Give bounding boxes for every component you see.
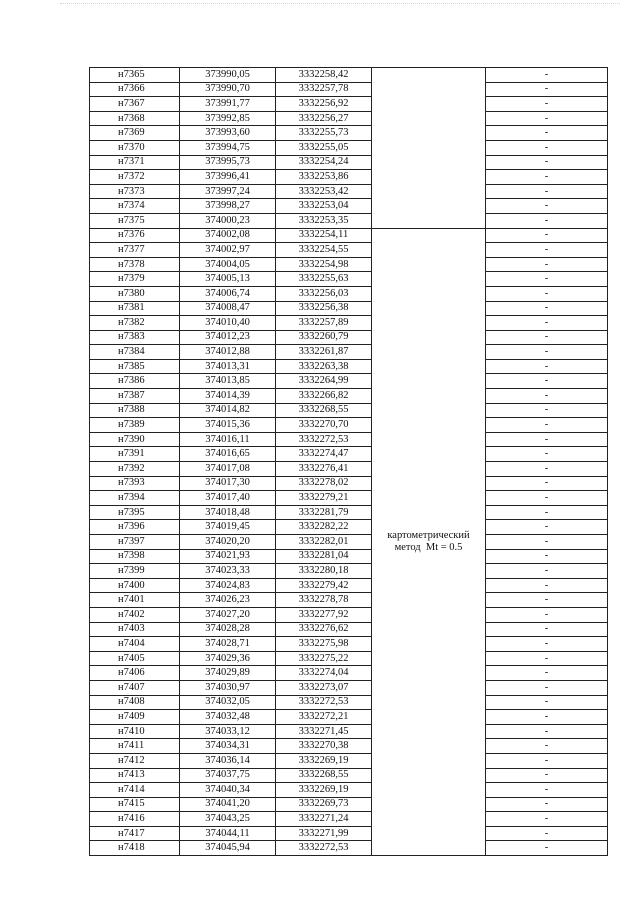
- y-coordinate-cell: 3332257,89: [276, 316, 372, 331]
- y-coordinate-cell: 3332281,04: [276, 549, 372, 564]
- accuracy-cell: -: [486, 389, 608, 404]
- accuracy-cell: -: [486, 316, 608, 331]
- x-coordinate-cell: 374023,33: [180, 564, 276, 579]
- x-coordinate-cell: 374024,83: [180, 578, 276, 593]
- y-coordinate-cell: 3332256,27: [276, 111, 372, 126]
- point-id-cell: н7396: [90, 520, 180, 535]
- point-id-cell: н7393: [90, 476, 180, 491]
- point-id-cell: н7369: [90, 126, 180, 141]
- table-row: [90, 710, 608, 725]
- accuracy-cell: -: [486, 359, 608, 374]
- x-coordinate-cell: 374002,97: [180, 243, 276, 258]
- accuracy-cell: -: [486, 126, 608, 141]
- point-id-cell: н7381: [90, 301, 180, 316]
- x-coordinate-cell: 374036,14: [180, 753, 276, 768]
- point-id-cell: н7384: [90, 345, 180, 360]
- x-coordinate-cell: 374026,23: [180, 593, 276, 608]
- table-row: [90, 418, 608, 433]
- accuracy-cell: -: [486, 213, 608, 228]
- table-row: [90, 432, 608, 447]
- accuracy-cell: -: [486, 155, 608, 170]
- y-coordinate-cell: 3332276,62: [276, 622, 372, 637]
- accuracy-cell: -: [486, 505, 608, 520]
- table-row: [90, 140, 608, 155]
- y-coordinate-cell: 3332279,42: [276, 578, 372, 593]
- table-row: [90, 330, 608, 345]
- table-row: [90, 841, 608, 856]
- accuracy-cell: -: [486, 462, 608, 477]
- point-id-cell: н7415: [90, 797, 180, 812]
- point-id-cell: н7392: [90, 462, 180, 477]
- point-id-cell: н7389: [90, 418, 180, 433]
- accuracy-cell: -: [486, 243, 608, 258]
- coordinates-table-body: [90, 68, 608, 856]
- table-row: [90, 257, 608, 272]
- table-row: [90, 535, 608, 550]
- x-coordinate-cell: 373990,70: [180, 82, 276, 97]
- y-coordinate-cell: 3332271,99: [276, 826, 372, 841]
- table-row: [90, 607, 608, 622]
- table-row: [90, 695, 608, 710]
- point-id-cell: н7401: [90, 593, 180, 608]
- x-coordinate-cell: 374005,13: [180, 272, 276, 287]
- y-coordinate-cell: 3332272,53: [276, 841, 372, 856]
- x-coordinate-cell: 374030,97: [180, 680, 276, 695]
- x-coordinate-cell: 373998,27: [180, 199, 276, 214]
- accuracy-cell: -: [486, 710, 608, 725]
- x-coordinate-cell: 374019,45: [180, 520, 276, 535]
- point-id-cell: н7412: [90, 753, 180, 768]
- accuracy-cell: -: [486, 286, 608, 301]
- y-coordinate-cell: 3332254,55: [276, 243, 372, 258]
- y-coordinate-cell: 3332255,73: [276, 126, 372, 141]
- point-id-cell: н7379: [90, 272, 180, 287]
- y-coordinate-cell: 3332255,63: [276, 272, 372, 287]
- accuracy-cell: -: [486, 272, 608, 287]
- accuracy-cell: -: [486, 578, 608, 593]
- y-coordinate-cell: 3332279,21: [276, 491, 372, 506]
- y-coordinate-cell: 3332282,22: [276, 520, 372, 535]
- x-coordinate-cell: 374040,34: [180, 783, 276, 798]
- x-coordinate-cell: 374000,23: [180, 213, 276, 228]
- accuracy-cell: -: [486, 447, 608, 462]
- accuracy-cell: -: [486, 184, 608, 199]
- x-coordinate-cell: 374027,20: [180, 607, 276, 622]
- table-row: [90, 68, 608, 83]
- x-coordinate-cell: 374013,31: [180, 359, 276, 374]
- x-coordinate-cell: 374013,85: [180, 374, 276, 389]
- accuracy-cell: -: [486, 622, 608, 637]
- point-id-cell: н7377: [90, 243, 180, 258]
- x-coordinate-cell: 374028,28: [180, 622, 276, 637]
- y-coordinate-cell: 3332278,02: [276, 476, 372, 491]
- y-coordinate-cell: 3332254,24: [276, 155, 372, 170]
- accuracy-cell: -: [486, 841, 608, 856]
- point-id-cell: н7372: [90, 170, 180, 185]
- x-coordinate-cell: 374016,11: [180, 432, 276, 447]
- accuracy-cell: -: [486, 637, 608, 652]
- table-row: [90, 666, 608, 681]
- y-coordinate-cell: 3332255,05: [276, 140, 372, 155]
- y-coordinate-cell: 3332281,79: [276, 505, 372, 520]
- y-coordinate-cell: 3332258,42: [276, 68, 372, 83]
- x-coordinate-cell: 374045,94: [180, 841, 276, 856]
- point-id-cell: н7374: [90, 199, 180, 214]
- accuracy-cell: -: [486, 826, 608, 841]
- accuracy-cell: -: [486, 491, 608, 506]
- y-coordinate-cell: 3332254,11: [276, 228, 372, 243]
- x-coordinate-cell: 373995,73: [180, 155, 276, 170]
- point-id-cell: н7383: [90, 330, 180, 345]
- x-coordinate-cell: 374032,05: [180, 695, 276, 710]
- x-coordinate-cell: 374020,20: [180, 535, 276, 550]
- point-id-cell: н7390: [90, 432, 180, 447]
- accuracy-cell: -: [486, 680, 608, 695]
- point-id-cell: н7408: [90, 695, 180, 710]
- point-id-cell: н7402: [90, 607, 180, 622]
- y-coordinate-cell: 3332260,79: [276, 330, 372, 345]
- y-coordinate-cell: 3332274,04: [276, 666, 372, 681]
- y-coordinate-cell: 3332275,22: [276, 651, 372, 666]
- table-row: [90, 476, 608, 491]
- point-id-cell: н7375: [90, 213, 180, 228]
- accuracy-cell: -: [486, 535, 608, 550]
- table-row: [90, 97, 608, 112]
- accuracy-cell: -: [486, 812, 608, 827]
- accuracy-cell: -: [486, 97, 608, 112]
- y-coordinate-cell: 3332254,98: [276, 257, 372, 272]
- y-coordinate-cell: 3332268,55: [276, 403, 372, 418]
- accuracy-cell: -: [486, 345, 608, 360]
- x-coordinate-cell: 374037,75: [180, 768, 276, 783]
- accuracy-cell: -: [486, 783, 608, 798]
- x-coordinate-cell: 374014,82: [180, 403, 276, 418]
- y-coordinate-cell: 3332269,19: [276, 783, 372, 798]
- accuracy-cell: -: [486, 374, 608, 389]
- table-row: [90, 826, 608, 841]
- y-coordinate-cell: 3332256,38: [276, 301, 372, 316]
- accuracy-cell: -: [486, 257, 608, 272]
- point-id-cell: н7398: [90, 549, 180, 564]
- accuracy-cell: -: [486, 403, 608, 418]
- table-row: [90, 578, 608, 593]
- table-row: [90, 170, 608, 185]
- table-row: [90, 549, 608, 564]
- x-coordinate-cell: 374006,74: [180, 286, 276, 301]
- accuracy-cell: -: [486, 520, 608, 535]
- y-coordinate-cell: 3332274,47: [276, 447, 372, 462]
- table-row: [90, 155, 608, 170]
- point-id-cell: н7376: [90, 228, 180, 243]
- x-coordinate-cell: 374029,36: [180, 651, 276, 666]
- accuracy-cell: -: [486, 607, 608, 622]
- accuracy-cell: -: [486, 651, 608, 666]
- point-id-cell: н7386: [90, 374, 180, 389]
- x-coordinate-cell: 374043,25: [180, 812, 276, 827]
- table-row: [90, 520, 608, 535]
- x-coordinate-cell: 374044,11: [180, 826, 276, 841]
- y-coordinate-cell: 3332253,86: [276, 170, 372, 185]
- x-coordinate-cell: 374014,39: [180, 389, 276, 404]
- table-row: [90, 447, 608, 462]
- point-id-cell: н7378: [90, 257, 180, 272]
- point-id-cell: н7382: [90, 316, 180, 331]
- x-coordinate-cell: 374016,65: [180, 447, 276, 462]
- y-coordinate-cell: 3332270,70: [276, 418, 372, 433]
- table-row: [90, 374, 608, 389]
- table-row: [90, 272, 608, 287]
- accuracy-cell: -: [486, 228, 608, 243]
- table-row: [90, 228, 608, 243]
- x-coordinate-cell: 374029,89: [180, 666, 276, 681]
- point-id-cell: н7405: [90, 651, 180, 666]
- method-cell-empty: [372, 68, 486, 229]
- point-id-cell: н7371: [90, 155, 180, 170]
- table-row: [90, 389, 608, 404]
- x-coordinate-cell: 373996,41: [180, 170, 276, 185]
- table-row: [90, 753, 608, 768]
- y-coordinate-cell: 3332272,21: [276, 710, 372, 725]
- point-id-cell: н7406: [90, 666, 180, 681]
- y-coordinate-cell: 3332270,38: [276, 739, 372, 754]
- point-id-cell: н7391: [90, 447, 180, 462]
- x-coordinate-cell: 374033,12: [180, 724, 276, 739]
- scan-header-artifact: [60, 3, 620, 10]
- x-coordinate-cell: 374002,08: [180, 228, 276, 243]
- point-id-cell: н7413: [90, 768, 180, 783]
- y-coordinate-cell: 3332278,78: [276, 593, 372, 608]
- point-id-cell: н7414: [90, 783, 180, 798]
- table-row: [90, 724, 608, 739]
- x-coordinate-cell: 373991,77: [180, 97, 276, 112]
- accuracy-cell: -: [486, 111, 608, 126]
- point-id-cell: н7368: [90, 111, 180, 126]
- x-coordinate-cell: 374012,88: [180, 345, 276, 360]
- table-row: [90, 213, 608, 228]
- y-coordinate-cell: 3332268,55: [276, 768, 372, 783]
- point-id-cell: н7411: [90, 739, 180, 754]
- x-coordinate-cell: 374008,47: [180, 301, 276, 316]
- table-row: [90, 783, 608, 798]
- point-id-cell: н7407: [90, 680, 180, 695]
- table-row: [90, 637, 608, 652]
- table-row: [90, 301, 608, 316]
- accuracy-cell: -: [486, 695, 608, 710]
- x-coordinate-cell: 374012,23: [180, 330, 276, 345]
- y-coordinate-cell: 3332256,92: [276, 97, 372, 112]
- point-id-cell: н7409: [90, 710, 180, 725]
- x-coordinate-cell: 374015,36: [180, 418, 276, 433]
- method-line-1: картометрический: [387, 529, 470, 541]
- table-row: [90, 651, 608, 666]
- point-id-cell: н7416: [90, 812, 180, 827]
- point-id-cell: н7380: [90, 286, 180, 301]
- point-id-cell: н7395: [90, 505, 180, 520]
- accuracy-cell: -: [486, 753, 608, 768]
- y-coordinate-cell: 3332277,92: [276, 607, 372, 622]
- y-coordinate-cell: 3332266,82: [276, 389, 372, 404]
- point-id-cell: н7399: [90, 564, 180, 579]
- table-row: [90, 111, 608, 126]
- table-row: [90, 345, 608, 360]
- x-coordinate-cell: 374032,48: [180, 710, 276, 725]
- point-id-cell: н7417: [90, 826, 180, 841]
- point-id-cell: н7373: [90, 184, 180, 199]
- table-row: [90, 739, 608, 754]
- y-coordinate-cell: 3332269,19: [276, 753, 372, 768]
- x-coordinate-cell: 373993,60: [180, 126, 276, 141]
- accuracy-cell: -: [486, 82, 608, 97]
- accuracy-cell: -: [486, 68, 608, 83]
- point-id-cell: н7366: [90, 82, 180, 97]
- table-row: [90, 403, 608, 418]
- y-coordinate-cell: 3332282,01: [276, 535, 372, 550]
- table-row: [90, 797, 608, 812]
- x-coordinate-cell: 374004,05: [180, 257, 276, 272]
- point-id-cell: н7418: [90, 841, 180, 856]
- y-coordinate-cell: 3332264,99: [276, 374, 372, 389]
- point-id-cell: н7404: [90, 637, 180, 652]
- accuracy-cell: -: [486, 140, 608, 155]
- x-coordinate-cell: 374034,31: [180, 739, 276, 754]
- accuracy-cell: -: [486, 549, 608, 564]
- y-coordinate-cell: 3332276,41: [276, 462, 372, 477]
- y-coordinate-cell: 3332272,53: [276, 695, 372, 710]
- y-coordinate-cell: 3332257,78: [276, 82, 372, 97]
- x-coordinate-cell: 373990,05: [180, 68, 276, 83]
- x-coordinate-cell: 374021,93: [180, 549, 276, 564]
- table-row: [90, 82, 608, 97]
- table-row: [90, 462, 608, 477]
- x-coordinate-cell: 374010,40: [180, 316, 276, 331]
- point-id-cell: н7370: [90, 140, 180, 155]
- y-coordinate-cell: 3332261,87: [276, 345, 372, 360]
- accuracy-cell: -: [486, 564, 608, 579]
- accuracy-cell: -: [486, 301, 608, 316]
- point-id-cell: н7385: [90, 359, 180, 374]
- table-row: [90, 316, 608, 331]
- table-row: [90, 564, 608, 579]
- y-coordinate-cell: 3332280,18: [276, 564, 372, 579]
- point-id-cell: н7388: [90, 403, 180, 418]
- coordinates-table: [89, 67, 608, 856]
- point-id-cell: н7410: [90, 724, 180, 739]
- accuracy-cell: -: [486, 476, 608, 491]
- method-line-2: метод Mt = 0.5: [394, 541, 463, 553]
- x-coordinate-cell: 374018,48: [180, 505, 276, 520]
- table-row: [90, 359, 608, 374]
- x-coordinate-cell: 374041,20: [180, 797, 276, 812]
- point-id-cell: н7403: [90, 622, 180, 637]
- y-coordinate-cell: 3332275,98: [276, 637, 372, 652]
- y-coordinate-cell: 3332253,04: [276, 199, 372, 214]
- x-coordinate-cell: 374028,71: [180, 637, 276, 652]
- accuracy-cell: -: [486, 724, 608, 739]
- y-coordinate-cell: 3332256,03: [276, 286, 372, 301]
- point-id-cell: н7400: [90, 578, 180, 593]
- point-id-cell: н7367: [90, 97, 180, 112]
- y-coordinate-cell: 3332272,53: [276, 432, 372, 447]
- table-row: [90, 243, 608, 258]
- table-row: [90, 199, 608, 214]
- x-coordinate-cell: 374017,40: [180, 491, 276, 506]
- x-coordinate-cell: 374017,08: [180, 462, 276, 477]
- accuracy-cell: -: [486, 739, 608, 754]
- table-row: [90, 622, 608, 637]
- y-coordinate-cell: 3332269,73: [276, 797, 372, 812]
- accuracy-cell: -: [486, 330, 608, 345]
- accuracy-cell: -: [486, 768, 608, 783]
- y-coordinate-cell: 3332253,42: [276, 184, 372, 199]
- table-row: [90, 768, 608, 783]
- x-coordinate-cell: 374017,30: [180, 476, 276, 491]
- x-coordinate-cell: 373994,75: [180, 140, 276, 155]
- accuracy-cell: -: [486, 593, 608, 608]
- table-row: [90, 286, 608, 301]
- y-coordinate-cell: 3332271,24: [276, 812, 372, 827]
- x-coordinate-cell: 373997,24: [180, 184, 276, 199]
- table-row: [90, 680, 608, 695]
- y-coordinate-cell: 3332273,07: [276, 680, 372, 695]
- accuracy-cell: -: [486, 797, 608, 812]
- accuracy-cell: -: [486, 199, 608, 214]
- point-id-cell: н7394: [90, 491, 180, 506]
- y-coordinate-cell: 3332263,38: [276, 359, 372, 374]
- table-row: [90, 812, 608, 827]
- table-row: [90, 126, 608, 141]
- table-row: [90, 491, 608, 506]
- point-id-cell: н7387: [90, 389, 180, 404]
- table-row: [90, 505, 608, 520]
- x-coordinate-cell: 373992,85: [180, 111, 276, 126]
- method-cell: [372, 228, 486, 856]
- accuracy-cell: -: [486, 432, 608, 447]
- table-row: [90, 184, 608, 199]
- table-row: [90, 593, 608, 608]
- point-id-cell: н7365: [90, 68, 180, 83]
- y-coordinate-cell: 3332271,45: [276, 724, 372, 739]
- point-id-cell: н7397: [90, 535, 180, 550]
- y-coordinate-cell: 3332253,35: [276, 213, 372, 228]
- accuracy-cell: -: [486, 666, 608, 681]
- accuracy-cell: -: [486, 418, 608, 433]
- accuracy-cell: -: [486, 170, 608, 185]
